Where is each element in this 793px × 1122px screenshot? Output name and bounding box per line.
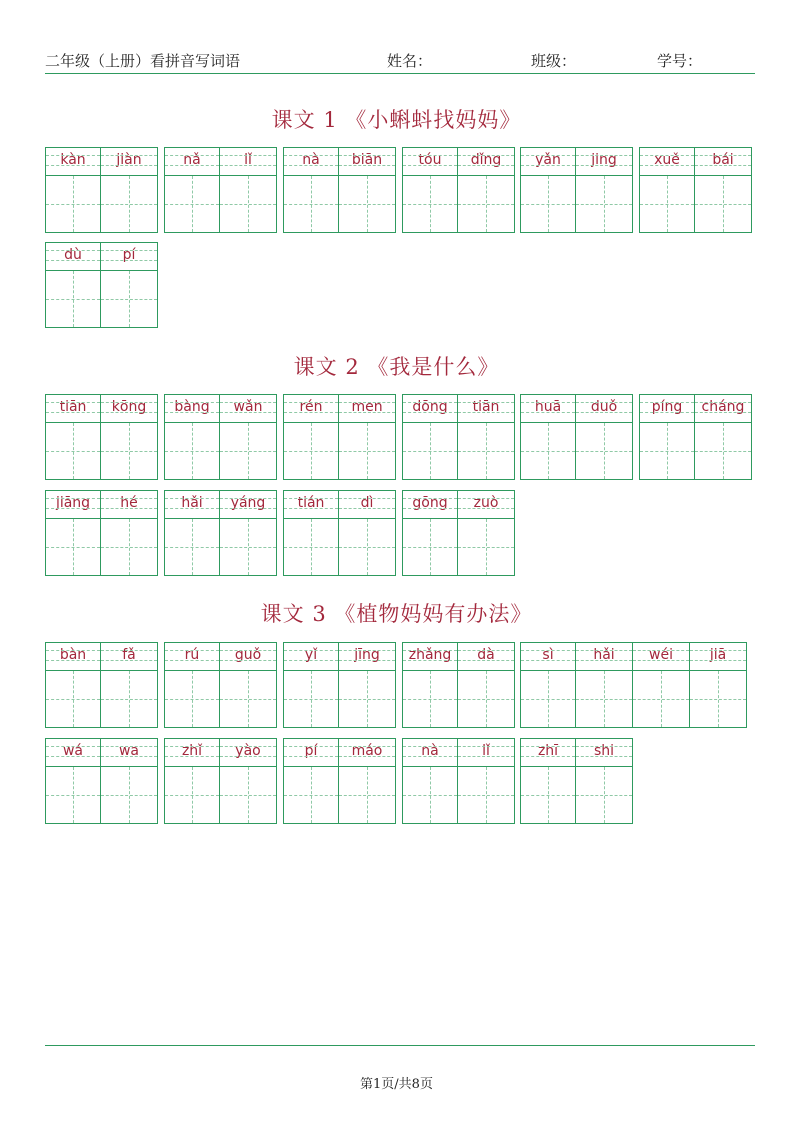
writing-grid[interactable] [339,767,395,823]
writing-grid[interactable] [101,671,157,727]
word-box [45,394,158,480]
word-box [45,738,158,824]
pinyin-label: bàng [165,395,219,423]
word-box [283,147,396,233]
character-cell [283,394,339,480]
character-cell [639,394,695,480]
pinyin-label: wá [46,739,100,767]
character-cell [576,394,633,480]
pinyin-label: lǐ [220,148,276,176]
word-box [520,394,633,480]
writing-grid[interactable] [165,519,219,575]
pinyin-label: máo [339,739,395,767]
character-cell [458,394,515,480]
writing-grid[interactable] [690,671,746,727]
writing-grid[interactable] [284,519,338,575]
word-box [520,642,747,728]
pinyin-label: jing [576,148,632,176]
pinyin-label: jīng [339,643,395,671]
writing-grid[interactable] [633,671,689,727]
pinyin-label: guǒ [220,643,276,671]
character-cell [164,394,220,480]
pinyin-label: nǎ [165,148,219,176]
pinyin-label: cháng [695,395,751,423]
character-cell [402,490,458,576]
character-cell [45,642,101,728]
pinyin-label: fǎ [101,643,157,671]
character-cell [339,738,396,824]
word-box [164,490,277,576]
writing-grid[interactable] [339,519,395,575]
writing-grid[interactable] [403,767,457,823]
writing-grid[interactable] [46,519,100,575]
pinyin-label: hǎi [576,643,632,671]
pinyin-label: tiān [46,395,100,423]
character-cell [220,490,277,576]
character-cell [101,642,158,728]
student-number-label: 学号： [657,52,703,70]
pinyin-label: pí [284,739,338,767]
pinyin-label: tián [284,491,338,519]
pinyin-label: pí [101,243,157,271]
pinyin-label: yáng [220,491,276,519]
writing-grid[interactable] [403,176,457,232]
word-box [45,147,158,233]
character-cell [576,642,633,728]
word-box [520,147,633,233]
character-cell [402,642,458,728]
page-number: 第1页/共8页 [360,1077,433,1092]
pinyin-label: duǒ [576,395,632,423]
character-cell [164,490,220,576]
pinyin-label: xuě [640,148,694,176]
word-box [402,490,515,576]
writing-grid[interactable] [403,519,457,575]
character-cell [45,738,101,824]
writing-grid[interactable] [101,176,157,232]
character-cell [576,738,633,824]
footer-divider [45,1045,755,1046]
writing-grid[interactable] [46,767,100,823]
pinyin-label: kōng [101,395,157,423]
character-cell [220,642,277,728]
character-cell [164,738,220,824]
pinyin-label: jiā [690,643,746,671]
character-cell [101,490,158,576]
word-box [520,738,633,824]
pinyin-label: rén [284,395,338,423]
pinyin-label: sì [521,643,575,671]
pinyin-label: yǐ [284,643,338,671]
writing-grid[interactable] [458,767,514,823]
character-cell [220,394,277,480]
word-box [402,394,515,480]
pinyin-label: zhī [521,739,575,767]
writing-grid[interactable] [403,671,457,727]
character-cell [339,394,396,480]
writing-grid[interactable] [458,671,514,727]
word-box [639,147,752,233]
header-divider [45,73,755,74]
pinyin-label: yào [220,739,276,767]
pinyin-label: jiàn [101,148,157,176]
writing-grid[interactable] [339,176,395,232]
pinyin-label: dù [46,243,100,271]
word-box [164,394,277,480]
worksheet-title: 二年级（上册）看拼音写词语 [45,52,241,70]
word-box [283,394,396,480]
pinyin-label: huā [521,395,575,423]
pinyin-label: lǐ [458,739,514,767]
pinyin-label: tóu [403,148,457,176]
pinyin-label: men [339,395,395,423]
pinyin-label: hé [101,491,157,519]
character-cell [220,738,277,824]
character-cell [220,147,277,233]
character-cell [458,738,515,824]
writing-grid[interactable] [640,176,694,232]
character-cell [101,394,158,480]
character-cell [458,147,515,233]
word-box [639,394,752,480]
writing-grid[interactable] [521,176,575,232]
writing-grid[interactable] [165,767,219,823]
lesson-title: 课文 1 《小蝌蚪找妈妈》 [271,108,522,132]
pinyin-label: gōng [403,491,457,519]
writing-grid[interactable] [220,767,276,823]
word-box [45,242,158,328]
word-box [402,738,515,824]
pinyin-label: zuò [458,491,514,519]
name-label: 姓名： [387,52,433,70]
writing-grid[interactable] [521,767,575,823]
pinyin-label: shi [576,739,632,767]
writing-grid[interactable] [458,519,514,575]
character-cell [402,738,458,824]
pinyin-label: yǎn [521,148,575,176]
character-cell [45,490,101,576]
writing-grid[interactable] [458,176,514,232]
word-box [164,147,277,233]
pinyin-label: zhǐ [165,739,219,767]
writing-grid[interactable] [220,176,276,232]
writing-grid[interactable] [521,671,575,727]
character-cell [520,394,576,480]
writing-grid[interactable] [165,176,219,232]
pinyin-label: dōng [403,395,457,423]
pinyin-label: tiān [458,395,514,423]
writing-grid[interactable] [165,423,219,479]
character-cell [339,490,396,576]
writing-grid[interactable] [576,767,632,823]
writing-grid[interactable] [640,423,694,479]
word-box [283,490,396,576]
pinyin-label: nà [403,739,457,767]
character-cell [690,642,747,728]
word-box [402,147,515,233]
writing-grid[interactable] [695,423,751,479]
pinyin-label: biān [339,148,395,176]
class-label: 班级： [531,52,577,70]
writing-grid[interactable] [220,519,276,575]
character-cell [695,147,752,233]
pinyin-label: kàn [46,148,100,176]
pinyin-label: dǐng [458,148,514,176]
character-cell [520,642,576,728]
character-cell [283,642,339,728]
writing-grid[interactable] [521,423,575,479]
character-cell [45,242,101,328]
pinyin-label: nà [284,148,338,176]
character-cell [576,147,633,233]
writing-grid[interactable] [101,519,157,575]
character-cell [283,738,339,824]
character-cell [45,147,101,233]
word-box [164,642,277,728]
writing-grid[interactable] [101,271,157,327]
writing-grid[interactable] [165,671,219,727]
writing-grid[interactable] [284,176,338,232]
pinyin-label: dì [339,491,395,519]
writing-grid[interactable] [339,423,395,479]
word-box [45,490,158,576]
word-box [402,642,515,728]
word-box [45,642,158,728]
writing-grid[interactable] [46,176,100,232]
character-cell [633,642,690,728]
character-cell [283,147,339,233]
character-cell [402,394,458,480]
character-cell [45,394,101,480]
writing-grid[interactable] [576,423,632,479]
pinyin-label: jiāng [46,491,100,519]
word-box [164,738,277,824]
writing-grid[interactable] [576,176,632,232]
writing-grid[interactable] [695,176,751,232]
writing-grid[interactable] [220,671,276,727]
pinyin-label: hǎi [165,491,219,519]
word-box [283,642,396,728]
character-cell [101,242,158,328]
word-box [283,738,396,824]
pinyin-label: wa [101,739,157,767]
writing-grid[interactable] [458,423,514,479]
writing-grid[interactable] [46,423,100,479]
character-cell [101,147,158,233]
character-cell [283,490,339,576]
writing-grid[interactable] [46,271,100,327]
writing-grid[interactable] [403,423,457,479]
character-cell [339,147,396,233]
writing-grid[interactable] [101,423,157,479]
character-cell [402,147,458,233]
pinyin-label: bàn [46,643,100,671]
pinyin-label: rú [165,643,219,671]
character-cell [695,394,752,480]
writing-grid[interactable] [101,767,157,823]
pinyin-label: zhǎng [403,643,457,671]
character-cell [458,490,515,576]
writing-grid[interactable] [576,671,632,727]
lesson-title: 课文 3 《植物妈妈有办法》 [260,602,533,626]
writing-grid[interactable] [46,671,100,727]
writing-grid[interactable] [220,423,276,479]
pinyin-label: wéi [633,643,689,671]
pinyin-label: wǎn [220,395,276,423]
character-cell [458,642,515,728]
page-header [45,48,755,72]
character-cell [101,738,158,824]
writing-grid[interactable] [339,671,395,727]
character-cell [164,147,220,233]
pinyin-label: bái [695,148,751,176]
character-cell [164,642,220,728]
pinyin-label: píng [640,395,694,423]
character-cell [339,642,396,728]
lesson-title: 课文 2 《我是什么》 [293,355,500,379]
writing-grid[interactable] [284,671,338,727]
character-cell [639,147,695,233]
writing-grid[interactable] [284,767,338,823]
pinyin-label: dà [458,643,514,671]
writing-grid[interactable] [284,423,338,479]
character-cell [520,147,576,233]
character-cell [520,738,576,824]
